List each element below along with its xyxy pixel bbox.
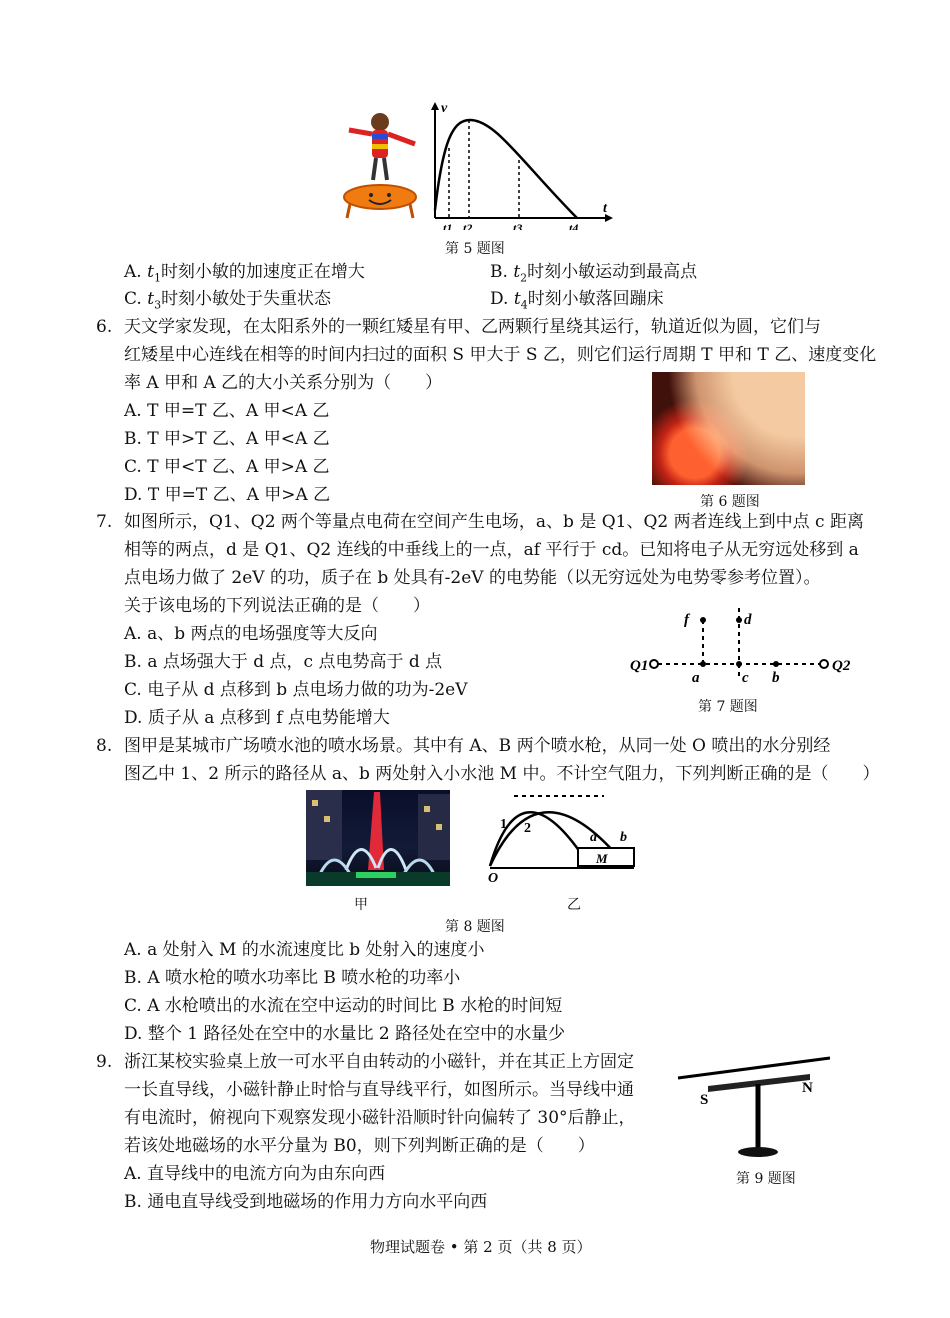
label-c: c	[742, 670, 749, 686]
q6-line-2: 红矮星中心连线在相等的时间内扫过的面积 S 甲大于 S 乙，则它们运行周期 T 甲和 T 乙、速度变化	[124, 345, 877, 365]
a-label: a	[590, 830, 597, 845]
trajectory-diagram	[484, 786, 644, 886]
q5-figure-caption: 第 5 题图	[445, 241, 505, 257]
q9-option-a: A. 直导线中的电流方向为由东向西	[124, 1164, 386, 1184]
q9-figure-caption: 第 9 题图	[736, 1171, 796, 1187]
S-label: S	[700, 1092, 709, 1108]
compass-needle-diagram	[676, 1052, 836, 1162]
trampoline-illustration	[335, 100, 625, 230]
fountain-image	[306, 790, 450, 886]
q7-option-c: C. 电子从 d 点移到 b 点电场力做的功为-2eV	[124, 680, 468, 700]
q7-figure-caption: 第 7 题图	[698, 699, 758, 715]
q8-figure-caption: 第 8 题图	[445, 919, 505, 935]
q6-option-d: D. T 甲=T 乙、A 甲>A 乙	[124, 485, 331, 505]
M-label: M	[596, 851, 608, 866]
q7-line-1: 如图所示，Q1、Q2 两个等量点电荷在空间产生电场，a、b 是 Q1、Q2 两者连线上到中点 c 距离	[124, 512, 864, 532]
label-a: a	[692, 670, 700, 686]
q9-line-2: 一长直导线，小磁针静止时恰与直导线平行，如图所示。当导线中通	[124, 1080, 634, 1100]
b-label: b	[620, 830, 627, 845]
path-2-label: 2	[524, 821, 531, 836]
q7-option-d: D. 质子从 a 点移到 f 点电势能增大	[124, 708, 390, 728]
N-label: N	[802, 1080, 813, 1096]
q8-option-d: D. 整个 1 路径处在空中的水量比 2 路径处在空中的水量少	[124, 1024, 566, 1044]
path-1-label: 1	[500, 817, 507, 832]
q8-line-2: 图乙中 1、2 所示的路径从 a、b 两处射入小水池 M 中。不计空气阻力，下列判断正确的是（ ）	[124, 764, 880, 784]
fig-jia-label: 甲	[354, 897, 368, 913]
t2-label: t2	[463, 221, 473, 230]
label-Q2: Q2	[832, 658, 851, 674]
q8-option-c: C. A 水枪喷出的水流在空中运动的时间比 B 水枪的时间短	[124, 996, 563, 1016]
q5-option-a: A. $t_1$时刻小敏的加速度正在增大	[124, 262, 365, 285]
t-axis-label: t	[603, 201, 607, 216]
q7-line-3: 点电场力做了 2eV 的功，质子在 b 处具有-2eV 的电势能（以无穷远处为电势零参考位置）。	[124, 568, 821, 588]
q6-option-a: A. T 甲=T 乙、A 甲<A 乙	[124, 401, 330, 421]
q5-option-c: C. $t_3$时刻小敏处于失重状态	[124, 289, 332, 312]
t3-label: t3	[513, 221, 523, 230]
q7-line-4: 关于该电场的下列说法正确的是（ ）	[124, 596, 430, 616]
t4-label: t4	[569, 221, 579, 230]
v-axis-label: v	[441, 101, 448, 116]
fountain-photo	[306, 790, 450, 886]
q8-option-b: B. A 喷水枪的喷水功率比 B 喷水枪的功率小	[124, 968, 461, 988]
q5-option-d: D. $t_4$时刻小敏落回蹦床	[490, 289, 664, 312]
q5-option-b: B. $t_2$时刻小敏运动到最高点	[490, 262, 698, 285]
O-label: O	[488, 871, 499, 886]
q8-number: 8.	[96, 736, 113, 756]
q9-number: 9.	[96, 1052, 113, 1072]
q9-option-b: B. 通电直导线受到地磁场的作用力方向水平向西	[124, 1192, 488, 1212]
q6-number: 6.	[96, 317, 113, 337]
q7-number: 7.	[96, 512, 113, 532]
q7-option-a: A. a、b 两点的电场强度等大反向	[124, 624, 378, 644]
q9-line-1: 浙江某校实验桌上放一可水平自由转动的小磁针，并在其正上方固定	[124, 1052, 634, 1072]
q7-figure	[628, 606, 858, 686]
label-f: f	[684, 612, 689, 628]
q9-line-4: 若该处地磁场的水平分量为 B0，则下列判断正确的是（ ）	[124, 1136, 595, 1156]
q7-line-2: 相等的两点，d 是 Q1、Q2 连线的中垂线上的一点，af 平行于 cd。已知将电子从无穷远处移到 a	[124, 540, 859, 560]
q6-line-3: 率 A 甲和 A 乙的大小关系分别为（ ）	[124, 373, 443, 393]
charge-field-diagram	[628, 606, 858, 686]
q9-line-3: 有电流时，俯视向下观察发现小磁针沿顺时针向偏转了 30°后静止，	[124, 1108, 636, 1128]
water-trajectory-figure	[484, 786, 644, 886]
v-t-graph	[431, 101, 613, 230]
t1-label: t1	[443, 221, 453, 230]
page-footer: 物理试题卷 • 第 2 页（共 8 页）	[370, 1238, 592, 1256]
q6-line-1: 天文学家发现，在太阳系外的一颗红矮星有甲、乙两颗行星绕其运行，轨道近似为圆，它们与	[124, 317, 821, 337]
q6-figure-caption: 第 6 题图	[700, 494, 760, 510]
child-jumping-image	[344, 113, 416, 218]
q6-option-c: C. T 甲<T 乙、A 甲>A 乙	[124, 457, 330, 477]
q8-option-a: A. a 处射入 M 的水流速度比 b 处射入的速度小	[124, 940, 485, 960]
label-Q1: Q1	[630, 658, 649, 674]
q5-figure	[335, 100, 625, 230]
label-b: b	[772, 670, 780, 686]
fig-yi-label: 乙	[567, 897, 581, 913]
red-dwarf-image	[652, 372, 805, 485]
q7-option-b: B. a 点场强大于 d 点，c 点电势高于 d 点	[124, 652, 443, 672]
q6-option-b: B. T 甲>T 乙、A 甲<A 乙	[124, 429, 330, 449]
q9-figure	[676, 1052, 836, 1162]
label-d: d	[744, 612, 752, 628]
q8-line-1: 图甲是某城市广场喷水池的喷水场景。其中有 A、B 两个喷水枪，从同一处 O 喷出的水分别经	[124, 736, 831, 756]
